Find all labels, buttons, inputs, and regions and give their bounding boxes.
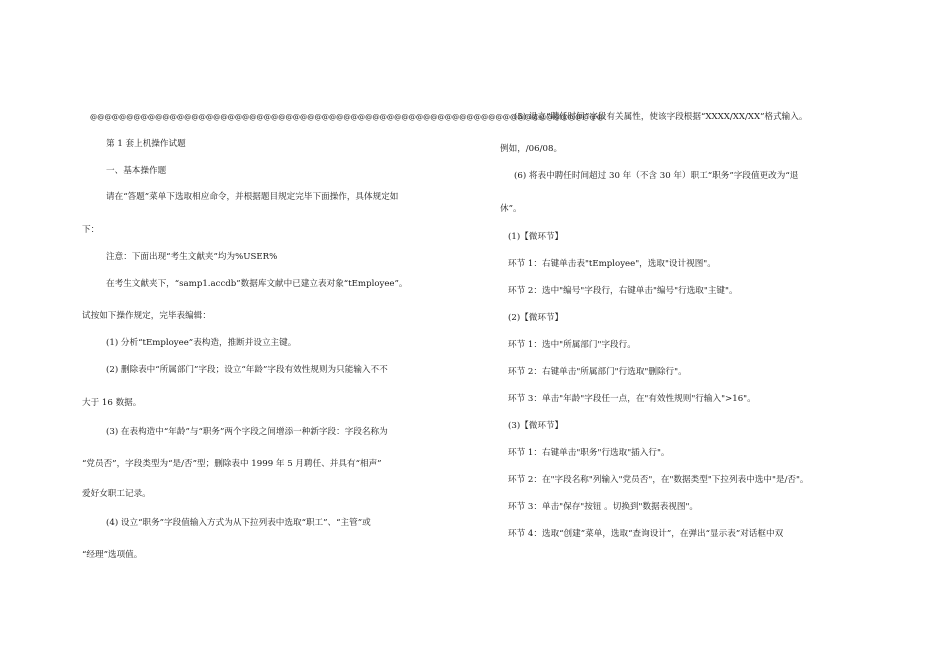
sec-2-step-3: 环节 3：单击"年龄"字段任一点，在"有效性规则"行输入">16"。 xyxy=(508,394,756,404)
sec-2-step-1: 环节 1：选中"所属部门"字段行。 xyxy=(508,340,636,350)
intro-line-1: 请在“答题”菜单下选取相应命令，并根据题目规定完毕下面操作，具体规定如 xyxy=(106,192,399,202)
item-3-line-1: (3) 在表构造中“年龄”与“职务”两个字段之间增添一种新字段：字段名称为 xyxy=(106,427,388,437)
sec-3-step-2: 环节 2：在"字段名称"列输入"党员否"，在"数据类型"下拉列表中选中"是/否"。 xyxy=(508,475,809,485)
item-3-line-3: 爱好女职工记录。 xyxy=(82,489,151,499)
item-1: (1) 分析“tEmployee”表构造，推断并设立主键。 xyxy=(106,338,297,348)
sec-1-heading: (1)【微环节】 xyxy=(508,232,564,242)
page-title: 第 1 套上机操作试题 xyxy=(106,139,186,149)
sec-3-step-4: 环节 4：选取“创建”菜单，选取“查询设计”，在弹出“显示表”对话框中双 xyxy=(508,529,784,539)
item-6-line-2: 休”。 xyxy=(500,204,522,214)
sec-1-step-1: 环节 1：右键单击表"tEmployee"，选取"设计视图"。 xyxy=(508,259,716,269)
item-4-line-2: “经理”选项值。 xyxy=(82,550,143,560)
sec-1-step-2: 环节 2：选中"编号"字段行，右键单击"编号"行选取"主键"。 xyxy=(508,286,738,296)
header-line: @@@@@@@@@@@@@@@@@@@@@@@@@@@@@@@@@@@@@@@@@@@@@@@@@@@@@@@@@@@@@@@@@@@@@@@ xyxy=(90,112,605,121)
item-2-line-1: (2) 删除表中“所属部门”字段；设立“年龄”字段有效性规则为只能输入不不 xyxy=(106,365,388,375)
sec-2-step-2: 环节 2：右键单击"所属部门"行选取"删除行"。 xyxy=(508,367,687,377)
item-4-line-1: (4) 设立“职务”字段值输入方式为从下拉列表中选取“职工”、“主管”或 xyxy=(106,518,371,528)
note-line: 注意：下面出现“考生文献夹”均为%USER% xyxy=(106,252,278,262)
sec-3-step-3: 环节 3：单击"保存"按钮 。切换到"数据表视图"。 xyxy=(508,502,699,512)
intro-line-2: 下： xyxy=(82,225,100,235)
item-3-line-2: “党员否”，字段类型为“是/否”型；删除表中 1999 年 5 月聘任、并具有“相声” xyxy=(82,459,382,469)
sec-2-heading: (2)【微环节】 xyxy=(508,313,564,323)
sec-3-heading: (3)【微环节】 xyxy=(508,421,564,431)
item-5-line-1: (5) 设立“聘任时间”字段有关属性，使该字段根据“XXXX/XX/XX”格式输入。 xyxy=(514,112,808,122)
item-2-line-2: 大于 16 数据。 xyxy=(82,398,142,408)
context-line-1: 在考生文献夹下，“samp1.accdb”数据库文献中已建立表对象“tEmployee”。 xyxy=(106,279,408,289)
item-5-line-2: 例如，/06/08。 xyxy=(500,144,563,154)
context-line-2: 试按如下操作规定，完毕表编辑： xyxy=(82,311,211,321)
section-heading: 一、基本操作题 xyxy=(106,166,167,176)
item-6-line-1: (6) 将表中聘任时间超过 30 年（不含 30 年）职工“职务”字段值更改为“退 xyxy=(514,171,799,181)
sec-3-step-1: 环节 1：右键单击"职务"行选取"插入行"。 xyxy=(508,448,670,458)
